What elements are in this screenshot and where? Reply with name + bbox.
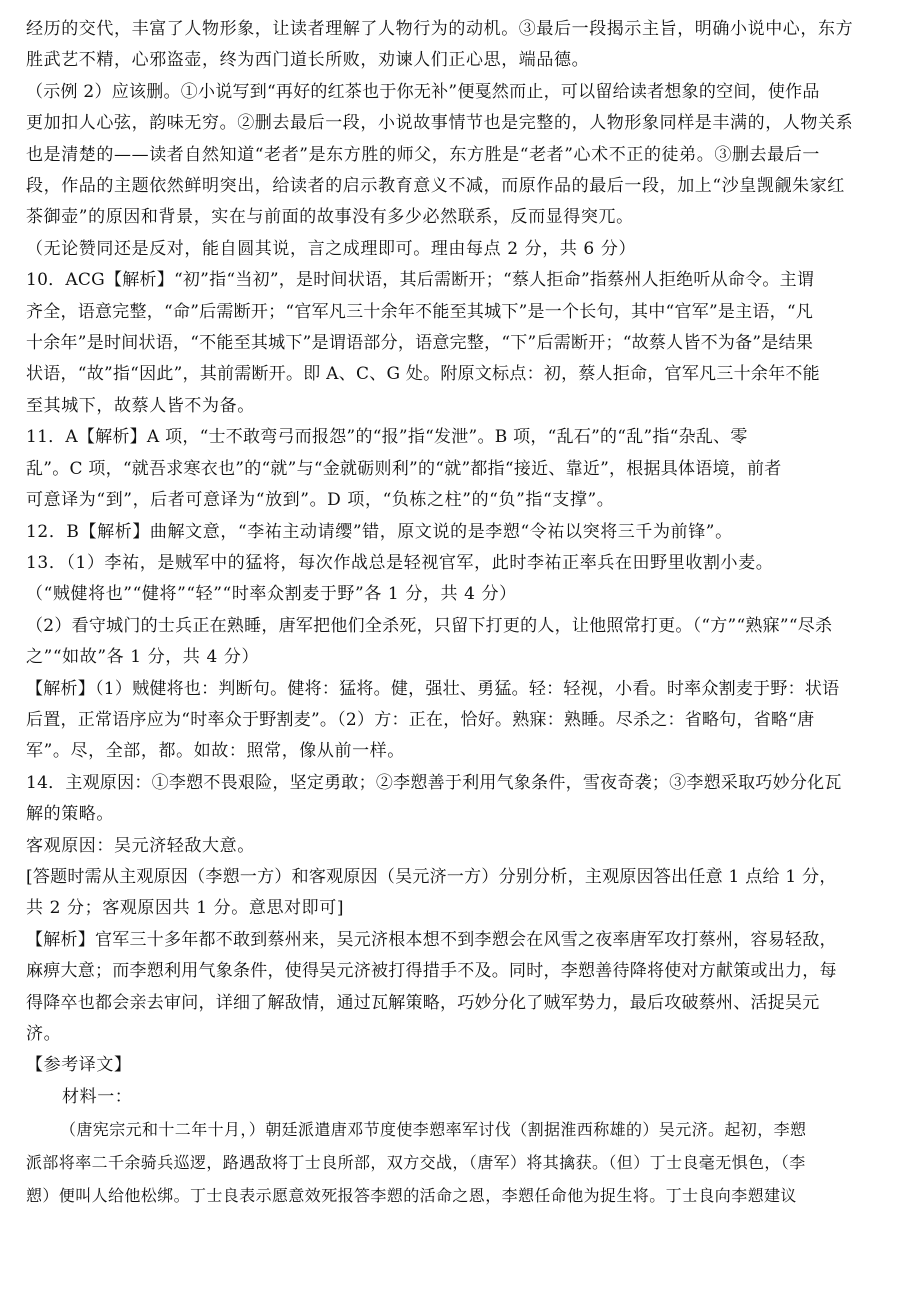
text-line: 后置，正常语序应为“时率众于野割麦”。（2）方：正在，恰好。熟寐：熟睡。尽杀之：省略句，省略“唐: [26, 709, 815, 730]
text-line: 麻痹大意；而李愬利用气象条件，使得吴元济被打得措手不及。同时，李愬善待降将使对方献策或出力，每: [26, 961, 837, 982]
text-line: 段，作品的主题依然鲜明突出，给读者的启示教育意义不减，而原作品的最后一段，加上“沙皇觊觎朱家红: [26, 176, 845, 197]
text-line: （2）看守城门的士兵正在熟睡，唐军把他们全杀死，只留下打更的人，让他照常打更。（“方”“熟寐”“尽杀: [26, 615, 833, 636]
text-line: 得降卒也都会亲去审问，详细了解敌情，通过瓦解策略，巧妙分化了贼军势力，最后攻破蔡州、活捉吴元: [26, 992, 820, 1013]
text-line: 14．主观原因：①李愬不畏艰险，坚定勇敢；②李愬善于利用气象条件，雪夜奇袭；③李愬采取巧妙分化瓦: [26, 772, 842, 793]
text-line: 也是清楚的——读者自然知道“老者”是东方胜的师父，东方胜是“老者”心术不正的徒弟。③删去最后一: [26, 144, 820, 165]
text-line: 济。: [26, 1024, 62, 1044]
text-line: （“贼健将也”“健将”“轻”“时率众割麦于野”各 1 分，共 4 分）: [26, 584, 517, 605]
text-line: 胜武艺不精，心邪盗壶，终为西门道长所败，劝谏人们正心思，端品德。: [26, 50, 590, 71]
text-line: 【解析】官军三十多年都不敢到蔡州来，吴元济根本想不到李愬会在风雪之夜率唐军攻打蔡州，容易轻敌，: [26, 929, 837, 950]
translation-line: 派部将率二千余骑兵巡逻，路遇敌将丁士良所部，双方交战，（唐军）将其擒获。（但）丁士良毫无惧色，（李: [26, 1153, 806, 1173]
text-line: 可意译为“到”，后者可意译为“放到”。D 项，“负栋之柱”的“负”指“支撑”。: [26, 490, 615, 511]
text-line: 至其城下，故蔡人皆不为备。: [26, 395, 255, 416]
text-line: 军”。尽，全部，都。如故：照常，像从前一样。: [26, 741, 405, 762]
translation-line: 愬）便叫人给他松绑。丁士良表示愿意效死报答李愬的活命之恩，李愬任命他为捉生将。丁士良向李愬建议: [26, 1186, 797, 1206]
text-line: 齐全，语意完整，“命”后需断开；“官军凡三十余年不能至其城下”是一个长句，其中“官军”是主语，“凡: [26, 301, 814, 322]
section-heading: 【参考译文】: [26, 1055, 132, 1076]
text-line: 状语，“故”指“因此”，其前需断开。即 A、C、G 处。附原文标点：初，蔡人拒命，官军凡三十余年不能: [26, 364, 820, 385]
text-line: 更加扣人心弦，韵味无穷。②删去最后一段，小说故事情节也是完整的，人物形象同样是丰满的，人物关系: [26, 113, 854, 134]
translation-line: （唐宪宗元和十二年十月，）朝廷派遣唐邓节度使李愬率军讨伐（割据淮西称雄的）吴元济。起初，李愬: [60, 1120, 807, 1140]
text-line: 解的策略。: [26, 804, 114, 825]
text-line: 10．ACG【解析】“初”指“当初”，是时间状语，其后需断开；“蔡人拒命”指蔡州人拒绝听从命令。主谓: [26, 270, 815, 291]
text-line: 12．B【解析】曲解文意，“李祐主动请缨”错，原文说的是李愬“令祐以突将三千为前锋”。: [26, 521, 733, 542]
text-line: （无论赞同还是反对，能自圆其说，言之成理即可。理由每点 2 分，共 6 分）: [26, 238, 637, 259]
text-line: 客观原因：吴元济轻敌大意。: [26, 835, 255, 856]
text-line: 之”“如故”各 1 分，共 4 分）: [26, 647, 260, 668]
text-line: 经历的交代，丰富了人物形象，让读者理解了人物行为的动机。③最后一段揭示主旨，明确小说中心，东方: [26, 19, 854, 39]
text-line: 【解析】（1）贼健将也：判断句。健将：猛将。健，强壮、勇猛。轻：轻视，小看。时率众割麦于野：状语: [26, 678, 840, 699]
text-line: 十余年”是时间状语，“不能至其城下”是谓语部分，语意完整，“下”后需断开；“故蔡人皆不为备”是结果: [26, 333, 814, 354]
text-line: 13．（1）李祐，是贼军中的猛将，每次作战总是轻视官军，此时李祐正率兵在田野里收割小麦。: [26, 552, 774, 573]
text-line: 11．A【解析】A 项，“士不敢弯弓而报怨”的“报”指“发泄”。B 项，“乱石”的“乱”指“杂乱、零: [26, 427, 748, 448]
text-line: 乱”。C 项，“就吾求寒衣也”的“就”与“金就砺则利”的“就”都指“接近、靠近”，根据具体语境，前者: [26, 458, 782, 479]
text-line: 共 2 分；客观原因共 1 分。意思对即可]: [26, 898, 345, 919]
text-line: （示例 2）应该删。①小说写到“再好的红茶也于你无补”便戛然而止，可以留给读者想象的空间，使作品: [26, 81, 820, 102]
material-label: 材料一：: [62, 1086, 133, 1107]
text-line: [答题时需从主观原因（李愬一方）和客观原因（吴元济一方）分别分析，主观原因答出任意 1 点给 1 分，: [26, 866, 837, 887]
text-line: 茶御壶”的原因和背景，实在与前面的故事没有多少必然联系，反而显得突兀。: [26, 207, 634, 228]
